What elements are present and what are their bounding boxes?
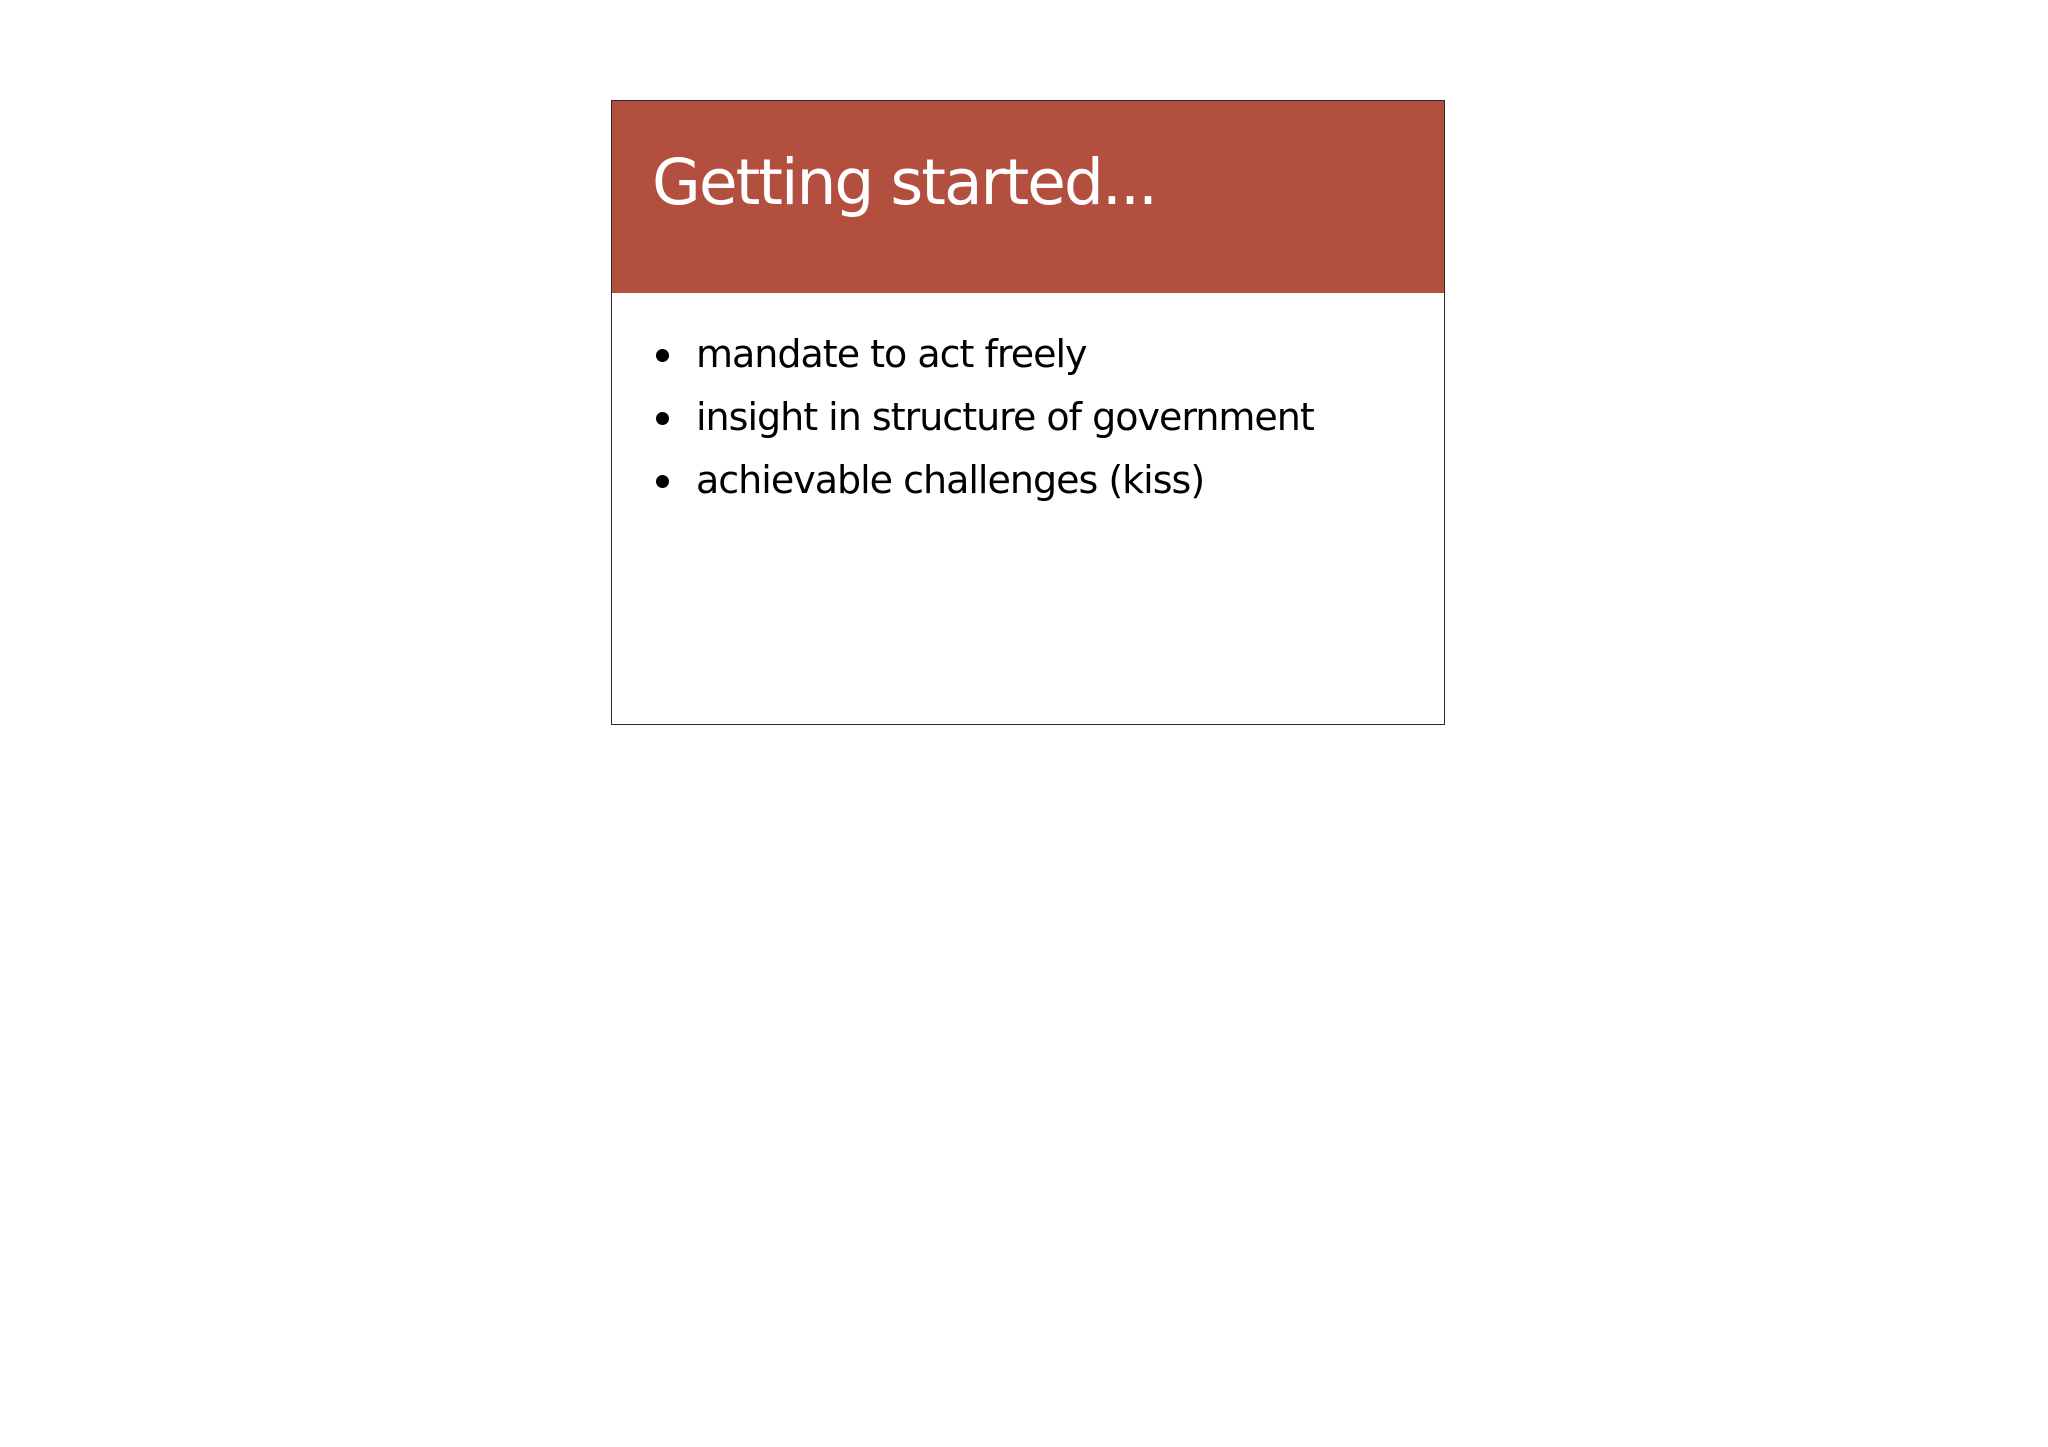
bullet-dot-icon (656, 412, 669, 425)
bullet-dot-icon (656, 349, 669, 362)
bullet-dot-icon (656, 475, 669, 488)
slide-header-band (612, 101, 1444, 293)
slide (611, 100, 1445, 725)
slide-title: Getting started... (652, 146, 1156, 219)
bullet-text: insight in structure of government (696, 395, 1314, 439)
bullet-text: mandate to act freely (696, 332, 1087, 376)
bullet-text: achievable challenges (kiss) (696, 458, 1205, 502)
